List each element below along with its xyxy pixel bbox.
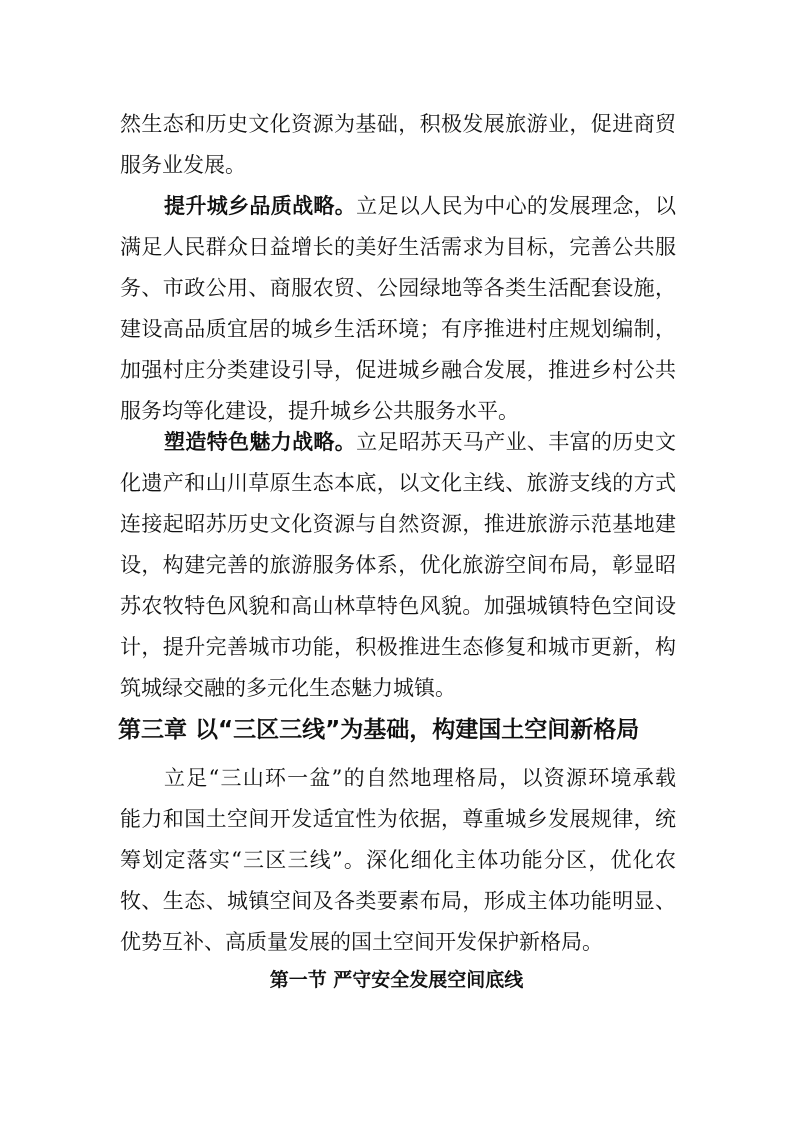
paragraph-urban-rural-quality [120, 186, 676, 432]
text-line: 苏农牧特色风貌和高山林草特色风貌。加强城镇特色空间设 [120, 594, 676, 618]
text-line: 优势互补、高质量发展的国土空间开发保护新格局。 [120, 930, 603, 954]
text-line: 牧、生态、城镇空间及各类要素布局，形成主体功能明显、 [120, 889, 676, 913]
paragraph-tourism-continuation [120, 104, 676, 186]
paragraph-heading: 提升城乡品质战略。 [164, 194, 357, 218]
text-line [120, 422, 676, 463]
chapter-title: 第三章 以“三区三线”为基础，构建国土空间新格局 [118, 717, 640, 743]
text-line: 务、市政公用、商服农贸、公园绿地等各类生活配套设施， [120, 276, 676, 300]
text-line: 加强村庄分类建设引导，促进城乡融合发展，推进乡村公共 [120, 358, 676, 382]
text-line: 筹划定落实“三区三线”。深化细化主体功能分区，优化农 [120, 848, 676, 872]
text-line: 满足人民群众日益增长的美好生活需求为目标，完善公共服 [120, 235, 676, 259]
paragraph-heading: 塑造特色魅力战略。 [164, 430, 357, 454]
text-line: 计，提升完善城市功能，积极推进生态修复和城市更新，构 [120, 635, 676, 659]
text-line: 服务业发展。 [120, 153, 246, 177]
text-line: 然生态和历史文化资源为基础，积极发展旅游业，促进商贸 [120, 112, 676, 136]
section-title: 第一节 严守安全发展空间底线 [269, 969, 524, 991]
paragraph-characteristic-charm [120, 422, 676, 709]
text-line: 立足“三山环一盆”的自然地理格局，以资源环境承载 [164, 766, 676, 790]
text-span: 立足以人民为中心的发展理念，以 [356, 194, 677, 218]
text-line: 设，构建完善的旅游服务体系，优化旅游空间布局，彰显昭 [120, 553, 676, 577]
paragraph-chapter-intro [120, 758, 676, 963]
text-line: 能力和国土空间开发适宜性为依据，尊重城乡发展规律，统 [120, 807, 676, 831]
text-line: 化遗产和山川草原生态本底，以文化主线、旅游支线的方式 [120, 471, 676, 495]
text-line: 建设高品质宜居的城乡生活环境；有序推进村庄规划编制， [120, 317, 676, 341]
text-line [120, 186, 676, 227]
text-line: 连接起昭苏历史文化资源与自然资源，推进旅游示范基地建 [120, 512, 676, 536]
text-line: 筑城绿交融的多元化生态魅力城镇。 [120, 676, 456, 700]
text-span: 立足昭苏天马产业、丰富的历史文 [356, 430, 677, 454]
text-line: 服务均等化建设，提升城乡公共服务水平。 [120, 399, 519, 423]
